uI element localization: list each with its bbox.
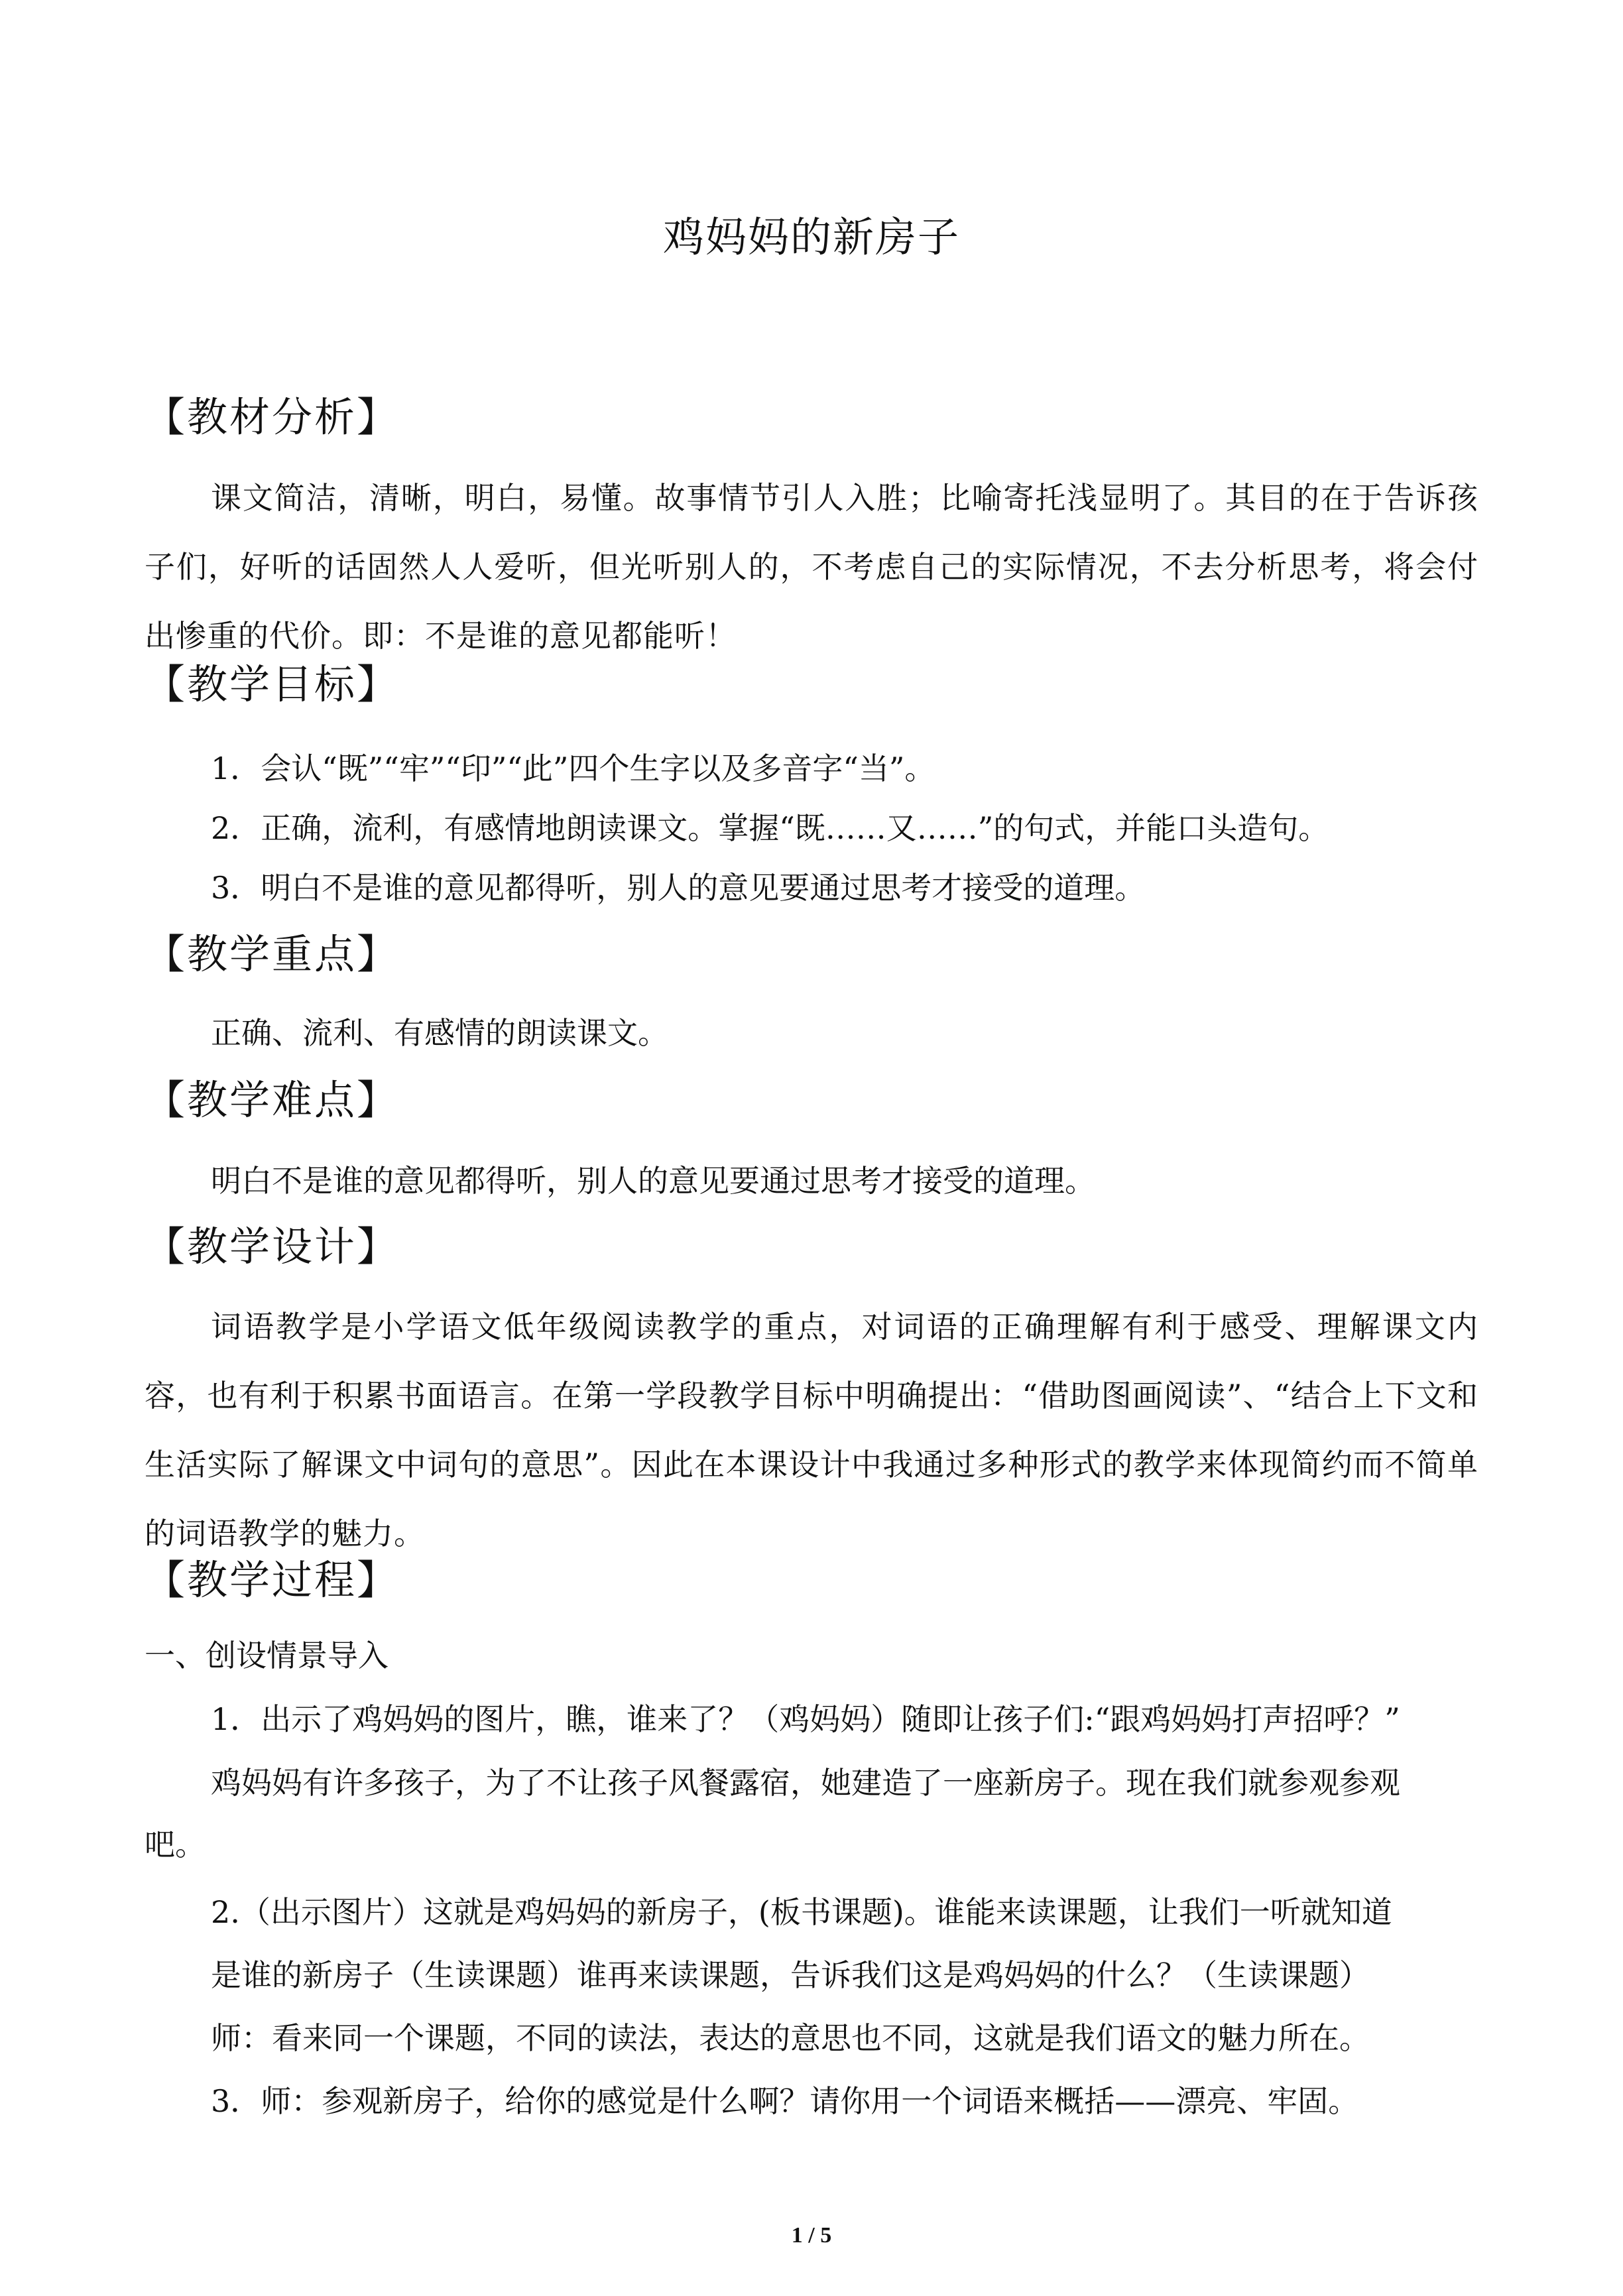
process-line-5: 是谁的新房子（生读课题）谁再来读课题，告诉我们这是鸡妈妈的什么？（生读课题） [211, 1957, 1370, 1993]
goal-item-1: 1．会认“既”“牢”“印”“此”四个生字以及多音字“当”。 [211, 751, 935, 786]
process-line-7: 3．师：参观新房子，给你的感觉是什么啊？请你用一个词语来概括——漂亮、牢固。 [211, 2083, 1359, 2119]
process-line-6: 师：看来同一个课题，不同的读法，表达的意思也不同，这就是我们语文的魅力所在。 [211, 2020, 1370, 2056]
paragraph-design: 词语教学是小学语文低年级阅读教学的重点，对词语的正确理解有利于感受、理解课文内容，也有利于积累书面语言。在第一学段教学目标中明确提出：“借助图画阅读”、“结合上下文和生活实际了解课文中词句的意思”。因此在本课设计中我通过多种形式的教学来体现简约而不简单的词语教学的魅力。 [145, 1309, 1478, 1551]
paragraph-analysis: 课文简洁，清晰，明白，易懂。故事情节引人入胜；比喻寄托浅显明了。其目的在于告诉孩子们，好听的话固然人人爱听，但光听别人的，不考虑自己的实际情况，不去分析思考，将会付出惨重的代价。即：不是谁的意见都能听！ [145, 480, 1478, 654]
process-line-2: 鸡妈妈有许多孩子，为了不让孩子风餐露宿，她建造了一座新房子。现在我们就参观参观 [211, 1765, 1400, 1801]
process-subheading: 一、创设情景导入 [145, 1638, 389, 1673]
process-line-4: 2.（出示图片）这就是鸡妈妈的新房子，(板书课题)。谁能来读课题，让我们一听就知道 [211, 1894, 1392, 1930]
heading-key-points: 【教学重点】 [145, 931, 400, 978]
heading-difficulties: 【教学难点】 [145, 1077, 400, 1124]
heading-goals: 【教学目标】 [145, 661, 400, 708]
goal-item-2: 2．正确，流利，有感情地朗读课文。掌握“既……又……”的句式，并能口头造句。 [211, 810, 1329, 846]
heading-process: 【教学过程】 [145, 1557, 400, 1604]
process-line-1: 1．出示了鸡妈妈的图片，瞧，谁来了？（鸡妈妈）随即让孩子们:“跟鸡妈妈打声招呼？” [211, 1701, 1400, 1737]
goal-item-3: 3．明白不是谁的意见都得听，别人的意见要通过思考才接受的道理。 [211, 870, 1146, 906]
process-line-3: 吧。 [145, 1827, 206, 1862]
page-number: 1 / 5 [791, 2223, 832, 2248]
heading-design: 【教学设计】 [145, 1223, 400, 1270]
paragraph-difficulties: 明白不是谁的意见都得听，别人的意见要通过思考才接受的道理。 [211, 1163, 1095, 1199]
paragraph-key-points: 正确、流利、有感情的朗读课文。 [211, 1015, 668, 1051]
heading-analysis: 【教材分析】 [145, 394, 400, 441]
document-title: 鸡妈妈的新房子 [662, 213, 960, 261]
